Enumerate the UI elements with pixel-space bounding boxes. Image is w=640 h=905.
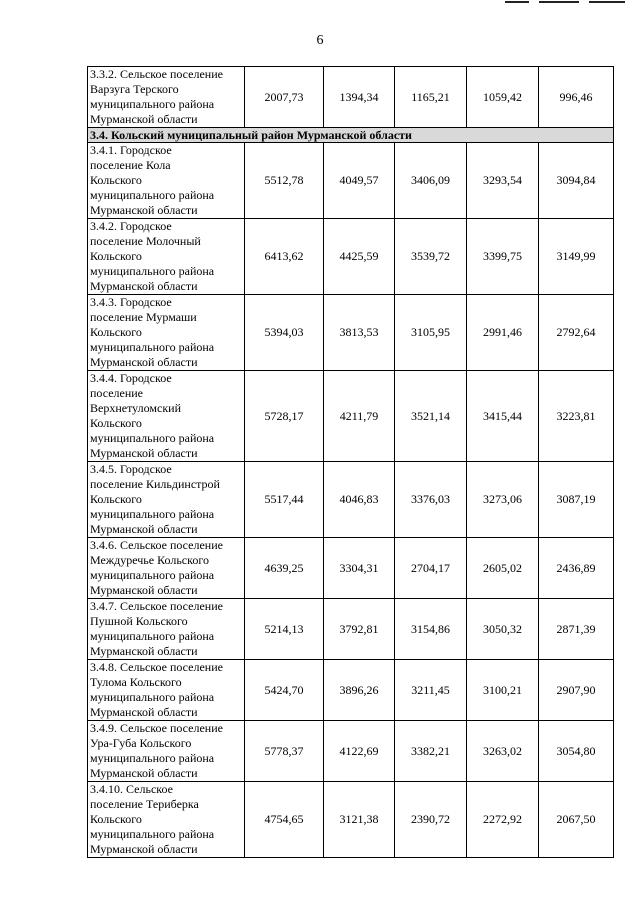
value-cell: 2390,72 xyxy=(395,782,467,858)
value-cell: 2792,64 xyxy=(539,295,614,371)
value-cell: 5728,17 xyxy=(245,371,324,462)
value-cell: 3273,06 xyxy=(467,462,539,538)
value-cell: 5214,13 xyxy=(245,599,324,660)
table-row xyxy=(88,462,614,538)
value-cell: 3304,31 xyxy=(324,538,395,599)
value-cell: 5778,37 xyxy=(245,721,324,782)
value-cell: 5517,44 xyxy=(245,462,324,538)
settlement-name: 3.4.6. Сельское поселение Междуречье Кольского муниципального района Мурманской области xyxy=(90,538,223,597)
value-cell: 4754,65 xyxy=(245,782,324,858)
settlement-name-cell xyxy=(88,462,245,538)
value-cell: 3050,32 xyxy=(467,599,539,660)
section-row xyxy=(88,128,614,143)
value-cell: 3087,19 xyxy=(539,462,614,538)
table-row xyxy=(88,295,614,371)
value-cell: 4211,79 xyxy=(324,371,395,462)
settlement-name-cell xyxy=(88,219,245,295)
page-number: 6 xyxy=(316,33,324,48)
value-cell: 3293,54 xyxy=(467,143,539,219)
value-cell: 3813,53 xyxy=(324,295,395,371)
table-row xyxy=(88,371,614,462)
value-cell: 1394,34 xyxy=(324,67,395,128)
value-cell: 3792,81 xyxy=(324,599,395,660)
settlement-name-cell xyxy=(88,371,245,462)
settlement-name: 3.4.8. Сельское поселение Тулома Кольского муниципального района Мурманской области xyxy=(90,660,223,719)
tariff-table xyxy=(87,66,614,858)
value-cell: 3263,02 xyxy=(467,721,539,782)
settlement-name: 3.4.10. Сельское поселение Териберка Кольского муниципального района Мурманской области xyxy=(90,782,215,856)
value-cell: 2907,90 xyxy=(539,660,614,721)
table-row xyxy=(88,219,614,295)
value-cell: 4425,59 xyxy=(324,219,395,295)
settlement-name-cell xyxy=(88,599,245,660)
value-cell: 1059,42 xyxy=(467,67,539,128)
value-cell: 2704,17 xyxy=(395,538,467,599)
value-cell: 2272,92 xyxy=(467,782,539,858)
settlement-name-cell xyxy=(88,143,245,219)
value-cell: 6413,62 xyxy=(245,219,324,295)
settlement-name-cell xyxy=(88,538,245,599)
value-cell: 4049,57 xyxy=(324,143,395,219)
value-cell: 2991,46 xyxy=(467,295,539,371)
value-cell: 2605,02 xyxy=(467,538,539,599)
settlement-name-cell xyxy=(88,660,245,721)
settlement-name: 3.4.5. Городское поселение Кильдинстрой Кольского муниципального района Мурманской области xyxy=(90,462,220,536)
value-cell: 3100,21 xyxy=(467,660,539,721)
value-cell: 3406,09 xyxy=(395,143,467,219)
value-cell: 3539,72 xyxy=(395,219,467,295)
value-cell: 4639,25 xyxy=(245,538,324,599)
settlement-name-cell xyxy=(88,721,245,782)
value-cell: 4122,69 xyxy=(324,721,395,782)
value-cell: 3094,84 xyxy=(539,143,614,219)
value-cell: 3415,44 xyxy=(467,371,539,462)
table-row xyxy=(88,721,614,782)
value-cell: 5394,03 xyxy=(245,295,324,371)
value-cell: 3105,95 xyxy=(395,295,467,371)
table-body xyxy=(88,67,614,858)
settlement-name-cell xyxy=(88,67,245,128)
value-cell: 2007,73 xyxy=(245,67,324,128)
settlement-name: 3.4.4. Городское поселение Верхнетуломский Кольского муниципального района Мурманской области xyxy=(90,371,215,460)
value-cell: 3054,80 xyxy=(539,721,614,782)
settlement-name: 3.3.2. Сельское поселение Варзуга Терского муниципального района Мурманской области xyxy=(90,67,223,126)
value-cell: 5512,78 xyxy=(245,143,324,219)
value-cell: 3223,81 xyxy=(539,371,614,462)
settlement-name: 3.4.2. Городское поселение Молочный Кольского муниципального района Мурманской области xyxy=(90,219,215,293)
value-cell: 2436,89 xyxy=(539,538,614,599)
top-scan-marks xyxy=(505,0,625,6)
value-cell: 3382,21 xyxy=(395,721,467,782)
settlement-name: 3.4.7. Сельское поселение Пушной Кольского муниципального района Мурманской области xyxy=(90,599,223,658)
value-cell: 4046,83 xyxy=(324,462,395,538)
settlement-name: 3.4.3. Городское поселение Мурмаши Кольского муниципального района Мурманской области xyxy=(90,295,215,369)
value-cell: 3121,38 xyxy=(324,782,395,858)
table-row xyxy=(88,599,614,660)
value-cell: 2067,50 xyxy=(539,782,614,858)
table-row xyxy=(88,67,614,128)
value-cell: 3896,26 xyxy=(324,660,395,721)
value-cell: 2871,39 xyxy=(539,599,614,660)
settlement-name: 3.4.1. Городское поселение Кола Кольского муниципального района Мурманской области xyxy=(90,143,215,217)
value-cell: 5424,70 xyxy=(245,660,324,721)
value-cell: 3521,14 xyxy=(395,371,467,462)
settlement-name: 3.4.9. Сельское поселение Ура-Губа Кольского муниципального района Мурманской области xyxy=(90,721,223,780)
value-cell: 3211,45 xyxy=(395,660,467,721)
value-cell: 3154,86 xyxy=(395,599,467,660)
value-cell: 996,46 xyxy=(539,67,614,128)
value-cell: 3149,99 xyxy=(539,219,614,295)
value-cell: 3399,75 xyxy=(467,219,539,295)
settlement-name-cell xyxy=(88,295,245,371)
table-row xyxy=(88,782,614,858)
value-cell: 3376,03 xyxy=(395,462,467,538)
settlement-name-cell xyxy=(88,782,245,858)
table-row xyxy=(88,143,614,219)
table-row xyxy=(88,660,614,721)
table-row xyxy=(88,538,614,599)
section-title: 3.4. Кольский муниципальный район Мурманской области xyxy=(88,128,614,143)
value-cell: 1165,21 xyxy=(395,67,467,128)
